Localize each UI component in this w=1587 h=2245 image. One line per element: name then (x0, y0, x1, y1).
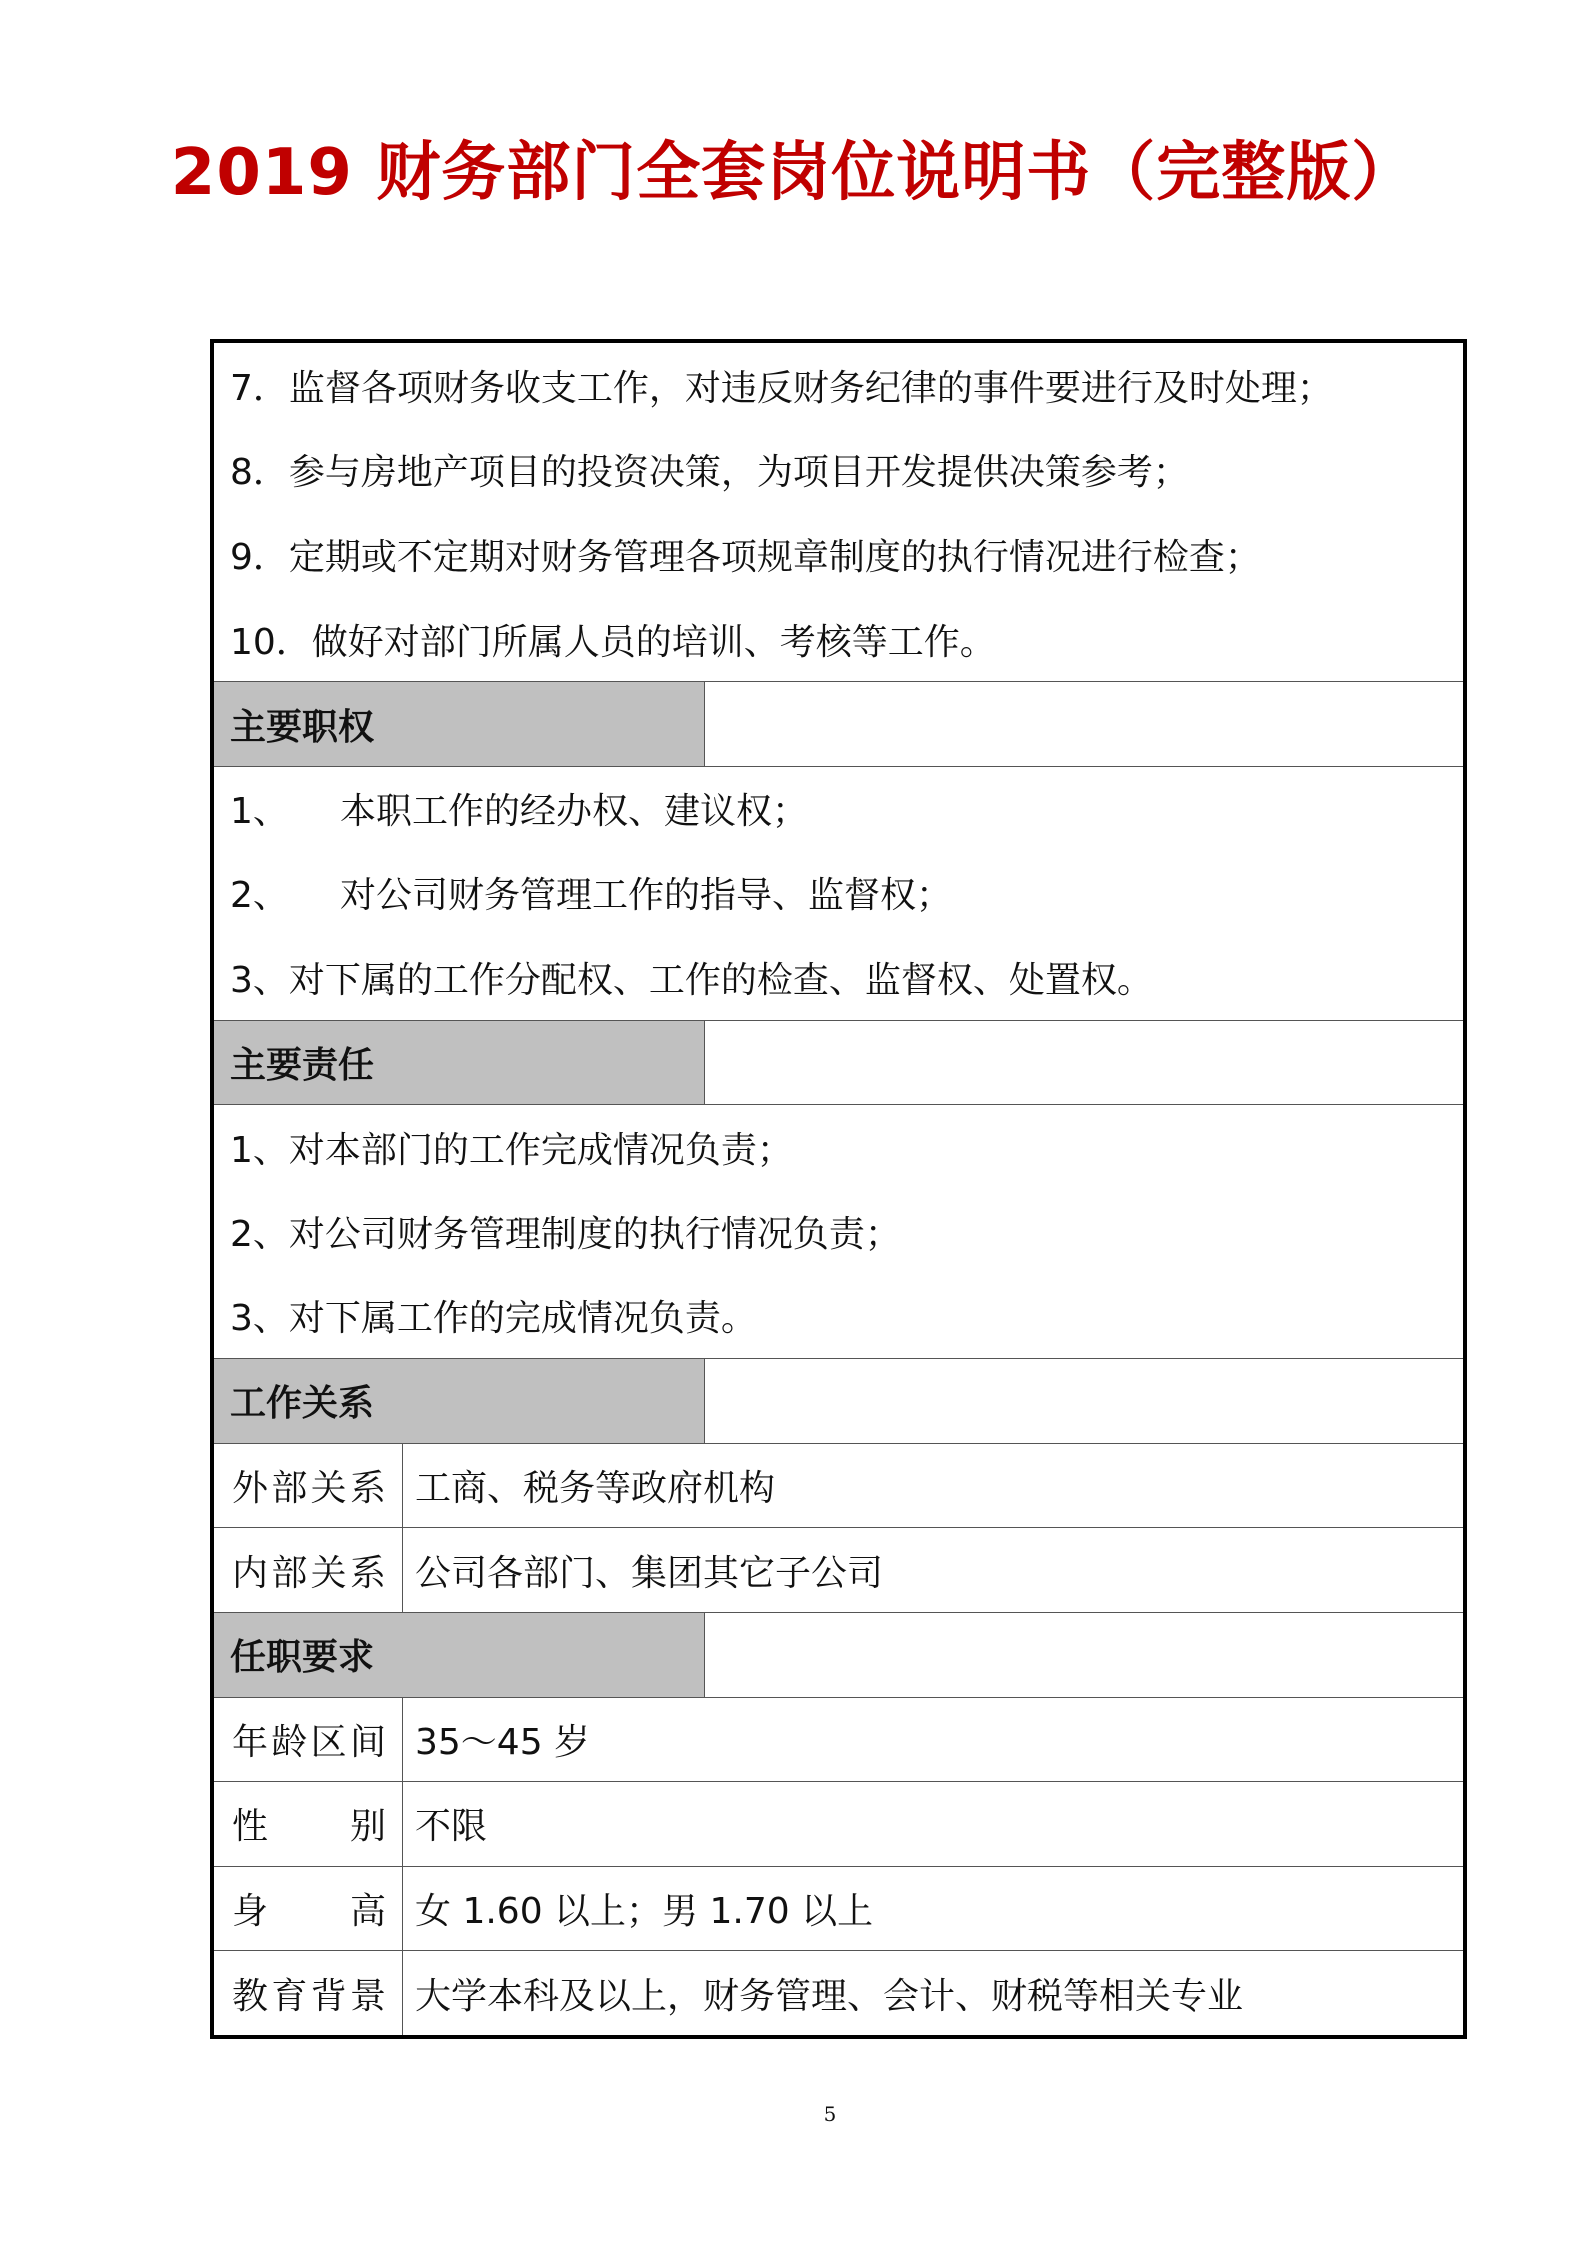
duty-text: 10．做好对部门所属人员的培训、考核等工作。 (230, 621, 996, 663)
field-label: 内部关系 (232, 1552, 386, 1594)
field-value: 不限 (415, 1806, 488, 1848)
field-label: 身高 (232, 1890, 386, 1932)
duty-text: 8．参与房地产项目的投资决策，为项目开发提供决策参考； (230, 452, 1189, 494)
item-text: 对下属的工作分配权、工作的检查、监督权、处置权。 (288, 959, 1153, 1001)
item-number: 1、 (230, 791, 289, 833)
responsibility-item (214, 1274, 1463, 1359)
item-text: 1、对本部门的工作完成情况负责； (230, 1129, 793, 1171)
field-value: 女 1.60 以上；男 1.70 以上 (415, 1890, 874, 1932)
field-value: 公司各部门、集团其它子公司 (415, 1552, 884, 1594)
field-value: 35～45 岁 (415, 1721, 591, 1763)
item-text: 3、对下属工作的完成情况负责。 (230, 1298, 757, 1340)
item-text: 对公司财务管理工作的指导、监督权； (340, 875, 953, 917)
duty-text: 7．监督各项财务收支工作，对违反财务纪律的事件要进行及时处理； (230, 367, 1333, 409)
relation-row (214, 1443, 1463, 1528)
field-label: 外部关系 (232, 1468, 386, 1510)
duty-text: 9．定期或不定期对财务管理各项规章制度的执行情况进行检查； (230, 536, 1261, 578)
section-heading: 主要职权 (214, 682, 705, 766)
field-label: 性别 (232, 1806, 386, 1848)
field-label: 年龄区间 (232, 1721, 386, 1763)
section-header-responsibility (214, 1020, 1463, 1105)
relation-row (214, 1527, 1463, 1612)
responsibility-item (214, 1189, 1463, 1274)
authority-item (214, 851, 1463, 936)
duty-line (214, 428, 1463, 513)
item-text: 本职工作的经办权、建议权； (340, 791, 809, 833)
item-text: 2、对公司财务管理制度的执行情况负责； (230, 1213, 901, 1255)
section-header-relations (214, 1358, 1463, 1443)
section-heading: 主要责任 (214, 1021, 705, 1105)
requirement-row (214, 1866, 1463, 1951)
section-heading: 任职要求 (214, 1613, 705, 1697)
page-number: 5 (823, 2102, 837, 2126)
section-heading: 工作关系 (214, 1359, 705, 1443)
field-value: 大学本科及以上，财务管理、会计、财税等相关专业 (415, 1975, 1244, 2017)
item-number: 2、 (230, 875, 289, 917)
document-title: 2019 财务部门全套岗位说明书（完整版） (170, 136, 1417, 210)
duty-line (214, 343, 1463, 428)
item-number: 3、 (230, 959, 289, 1001)
authority-item (214, 935, 1463, 1020)
duty-line (214, 512, 1463, 597)
requirement-row (214, 1697, 1463, 1782)
duty-line (214, 597, 1463, 682)
responsibility-item (214, 1104, 1463, 1189)
requirement-row (214, 1781, 1463, 1866)
authority-item (214, 766, 1463, 851)
section-header-requirements (214, 1612, 1463, 1697)
job-description-table (210, 339, 1467, 2039)
field-label: 教育背景 (232, 1975, 386, 2017)
requirement-row (214, 1950, 1463, 2035)
field-value: 工商、税务等政府机构 (415, 1468, 776, 1510)
section-header-authority (214, 681, 1463, 766)
